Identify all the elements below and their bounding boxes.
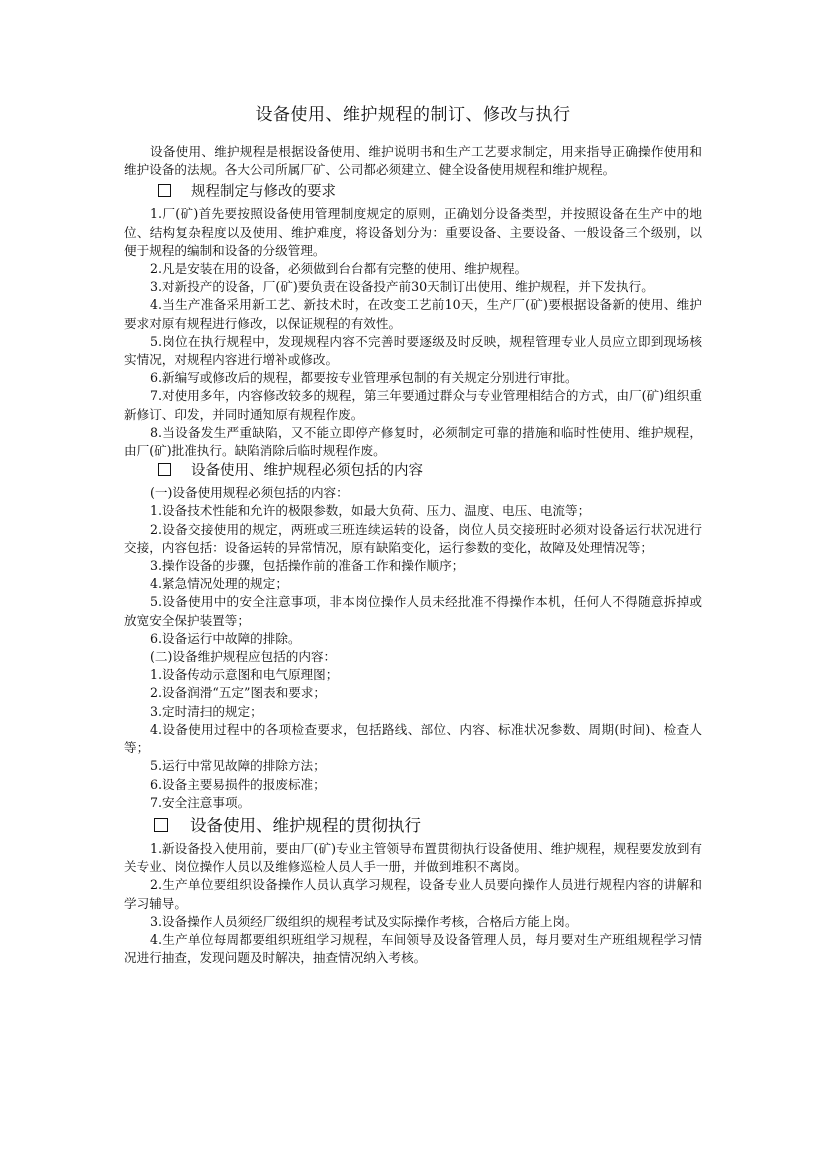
list-item: 7.安全注意事项。	[150, 794, 251, 810]
list-item: 4.当生产准备采用新工艺、新技术时，在改变工艺前10天，生产厂(矿)要根据设备新的使用、维护要求对原有规程进行修改，以保证规程的有效性。	[124, 297, 702, 331]
list-item: 1.厂(矿)首先要按照设备使用管理制度规定的原则，正确划分设备类型，并按照设备在生产中的地位、结构复杂程度以及使用、维护难度，将设备划分为：重要设备、主要设备、一般设备三个级别，以便于规程的编制和设备的分级管理。	[124, 206, 702, 258]
section2-heading	[124, 460, 702, 482]
document-page	[124, 100, 702, 967]
list-item: 8.当设备发生严重缺陷，又不能立即停产修复时，必须制定可靠的措施和临时性使用、维护规程，由厂(矿)批准执行。缺陷消除后临时规程作废。	[124, 424, 702, 459]
list-item: 3.操作设备的步骤，包括操作前的准备工作和操作顺序；	[150, 558, 465, 574]
list-item: 5.设备使用中的安全注意事项，非本岗位操作人员未经批准不得操作本机，任何人不得随意拆掉或放宽安全保护装置等；	[124, 594, 702, 628]
section3-heading	[124, 814, 702, 838]
list-item: 4.生产单位每周都要组织班组学习规程，车间领导及设备管理人员，每月要对生产班组规程学习情况进行抽查，发现问题及时解决，抽查情况纳入考核。	[124, 931, 702, 966]
section1-heading	[124, 181, 702, 203]
list-item: 2.生产单位要组织设备操作人员认真学习规程，设备专业人员要向操作人员进行规程内容的讲解和学习辅导。	[124, 877, 702, 911]
list-item: (二)设备维护规程应包括的内容：	[150, 649, 337, 665]
list-item: (一)设备使用规程必须包括的内容：	[150, 485, 349, 501]
list-item: 3.定时清扫的规定；	[150, 703, 263, 719]
section1-body	[124, 205, 702, 460]
list-item: 4.设备使用过程中的各项检查要求，包括路线、部位、内容、标准状况参数、周期(时间)、检查人等；	[124, 721, 702, 756]
list-item: 1.新设备投入使用前，要由厂(矿)专业主管领导布置贯彻执行设备使用、维护规程，规程要发放到有关专业、岗位操作人员以及维修巡检人员人手一册，并做到堆积不离岗。	[124, 840, 702, 875]
checkbox-square-icon	[154, 818, 168, 832]
document-title: 设备使用、维护规程的制订、修改与执行	[255, 105, 571, 125]
list-item: 5.运行中常见故障的排除方法；	[150, 758, 326, 774]
list-item: 3.对新投产的设备，厂(矿)要负责在设备投产前30天制订出使用、维护规程，并下发执行。	[150, 279, 654, 295]
list-item: 2.设备润滑“五定”图表和要求；	[150, 685, 327, 701]
list-item: 2.凡是安装在用的设备，必须做到台台都有完整的使用、维护规程。	[150, 261, 528, 277]
checkbox-square-icon	[158, 184, 171, 197]
list-item: 7.对使用多年，内容修改较多的规程，第三年要通过群众与专业管理相结合的方式，由厂(矿)组织重新修订、印发，并同时通知原有规程作废。	[124, 388, 702, 422]
section2-body	[124, 484, 702, 812]
list-item: 6.新编写或修改后的规程，都要按专业管理承包制的有关规定分别进行审批。	[150, 370, 578, 386]
list-item: 2.设备交接使用的规定，两班或三班连续运转的设备，岗位人员交接班时必须对设备运行状况进行交接，内容包括：设备运转的异常情况，原有缺陷变化，运行参数的变化，故障及处理情况等；	[124, 521, 702, 555]
list-item: 6.设备主要易损件的报废标准；	[150, 776, 326, 792]
list-item: 1.设备技术性能和允许的极限参数，如最大负荷、压力、温度、电压、电流等；	[150, 503, 591, 519]
section3-body	[124, 840, 702, 967]
list-item: 1.设备传动示意图和电气原理图；	[150, 667, 339, 683]
section2-heading-text: 设备使用、维护规程必须包括的内容	[191, 463, 423, 480]
list-item: 4.紧急情况处理的规定；	[150, 576, 288, 592]
list-item: 3.设备操作人员须经厂级组织的规程考试及实际操作考核，合格后方能上岗。	[150, 913, 578, 929]
intro-paragraph: 设备使用、维护规程是根据设备使用、维护说明书和生产工艺要求制定，用来指导正确操作使用和维护设备的法规。各大公司所属厂矿、公司都必须建立、健全设备使用规程和维护规程。	[124, 144, 702, 178]
section1-heading-text: 规程制定与修改的要求	[191, 184, 336, 201]
section3-heading-text: 设备使用、维护规程的贯彻执行	[190, 815, 421, 835]
list-item: 6.设备运行中故障的排除。	[150, 630, 301, 646]
checkbox-square-icon	[158, 463, 171, 476]
list-item: 5.岗位在执行规程中，发现规程内容不完善时要逐级及时反映，规程管理专业人员应立即到现场核实情况，对规程内容进行增补或修改。	[124, 333, 702, 368]
